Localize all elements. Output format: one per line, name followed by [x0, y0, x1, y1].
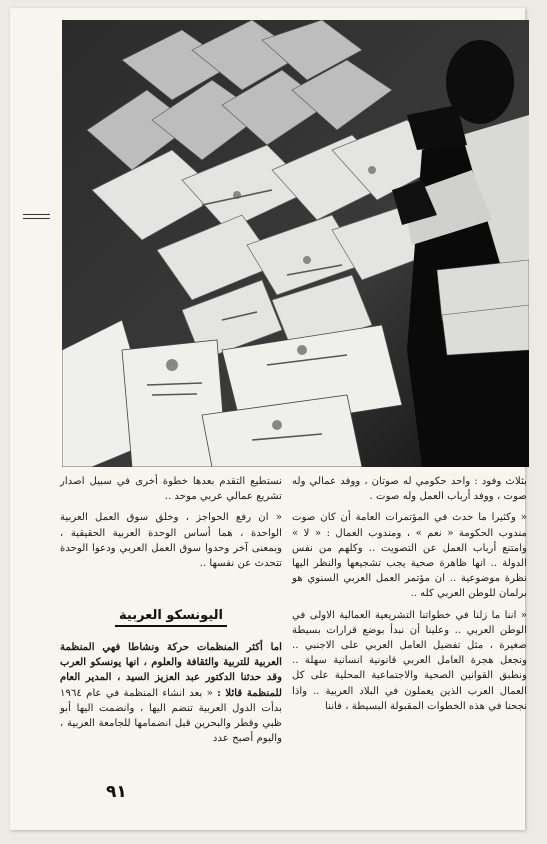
paragraph: « ان رفع الحواجز ، وخلق سوق العمل العربية الواحدة ، هما أساس الوحدة العربية الحقيقية ، وبمعنى آخر وحدوا سوق العمل العربي ودعوا الوحدة تتحدث عن نفسها ..: [60, 512, 282, 570]
text-column-right: [292, 474, 527, 720]
paragraph-bold-intro: اما أكثر المنظمات حركة ونشاطا فهي المنظمة العربية للتربية والثقافة والعلوم ، انها يونسكو العرب وقد حدثنا الدكتور عبد العزيز السيد ، المدير العام للمنظمة قائلا :: [60, 641, 282, 699]
text-column-left-lower: [60, 640, 282, 752]
section-heading: اليونسكو العربية: [115, 608, 227, 627]
margin-rule: [23, 214, 50, 219]
paragraph-rest: « بعد انشاء المنظمة في عام ١٩٦٤ بدأت الدول العربية تنضم اليها ، وانضمت اليها أبو ظبي وقطر والبحرين قبل انضمامها للجامعة العربية ، واليوم أصبح عدد: [60, 687, 282, 745]
text-column-left: [60, 474, 282, 577]
paragraph: بثلاث وفود : واحد حكومي له صوتان ، ووفد عمالي وله صوت ، ووفد أرباب العمل وله صوت .: [292, 476, 527, 503]
photo-man-with-booklets: [62, 20, 529, 467]
paragraph: [60, 640, 282, 746]
paragraph: « وكثيرا ما حدث في المؤتمرات العامة أن كان صوت مندوب الحكومة « نعم » ، ومندوب العمال : « لا » وامتنع أرباب العمل عن التصويت .. وكلهم من نفس الدولة .. انها ظاهرة صحية يجب تشجيعها والنظر اليها نظرة موضوعية .. ان مؤتمر العمل العربي السنوي هو برلمان للوطن العربي كله ..: [292, 512, 527, 600]
page-number: ٩١: [106, 782, 127, 802]
paragraph: « اننا ما زلنا في خطواتنا التشريعية العمالية الاولى في الوطن العربي .. وعلينا أن نبدأ بوضع قرارات بسيطة صغيرة ، مثل تفضيل العامل العربي على الاجنبي .. ونجعل هجرة العامل العربي قانونية انسانية سهلة .. ونطبق القوانين الصحية والاجتماعية المحلية على كل العمال العرب الذين يعملون في البلاد العربية .. واذا نجحنا في هذه الخطوات المقبولة البسيطة ، فاننا: [292, 609, 527, 712]
magazine-page: [10, 8, 525, 830]
paragraph: نستطيع التقدم بعدها خطوة أخرى في سبيل اصدار تشريع عمالي عربي موحد ..: [60, 476, 282, 503]
section-heading-box: [60, 604, 282, 627]
